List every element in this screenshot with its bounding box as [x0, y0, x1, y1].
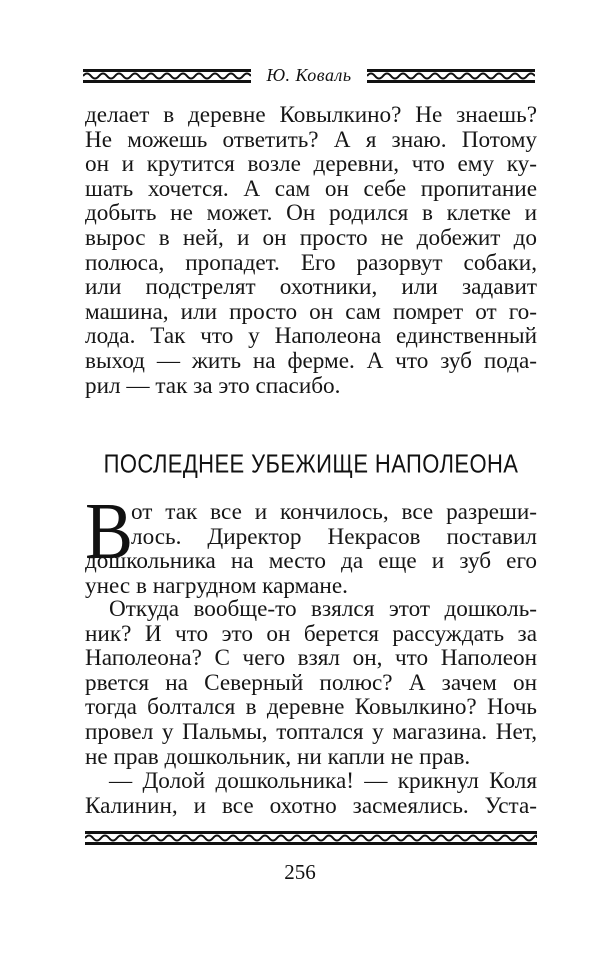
text-line: Откуда вообще-то взялся этот дошколь- [109, 597, 537, 622]
text-line: Не можешь ответить? А я знаю. Потому [85, 127, 537, 153]
text-line: добыть не может. Он родился в клетке и [85, 201, 537, 226]
chapter-paragraph-2 [85, 597, 537, 769]
text-line: выход — жить на ферме. А что зуб пода- [85, 348, 537, 374]
text-line: он и крутится возле деревни, что ему ку- [85, 152, 537, 177]
text-line: тогда болтался в деревне Ковылкино? Ночь [85, 695, 537, 720]
text-line: рил — так за это спасибо. [85, 373, 341, 399]
text-line: не прав дошкольник, ни капли не прав. [85, 744, 471, 770]
text-line: делает в деревне Ковылкино? Не знаешь? [85, 103, 537, 128]
text-line: лода. Так что у Наполеона единственный [85, 324, 537, 349]
header-ornament-left [83, 68, 251, 84]
text-line: полюса, пропадет. Его разорвут собаки, [85, 250, 537, 276]
footer-ornament [85, 830, 537, 846]
text-line: лось. Директор Некрасов поставил [131, 524, 537, 550]
text-line: Калинин, и все охотно засмеялись. Уста- [85, 793, 537, 819]
chapter-paragraph-3 [85, 769, 537, 818]
drop-cap: В [85, 488, 134, 576]
header-ornament-right [367, 68, 535, 84]
chapter-paragraph-1 [85, 488, 537, 599]
running-header [83, 64, 535, 88]
text-line: унес в нагрудном кармане. [85, 573, 348, 599]
text-line: ник? И что это он берется рассуждать за [85, 621, 537, 647]
text-line: или подстрелят охотники, или задавит [85, 275, 537, 300]
text-line: дошкольника на место да еще и зуб его [85, 549, 537, 574]
text-line: провел у Пальмы, топтался у магазина. Нет, [85, 719, 537, 745]
text-line: шать хочется. А сам он себе пропитание [85, 176, 537, 202]
running-title: Ю. Коваль [266, 65, 352, 85]
text-line: — Долой дошкольника! — крикнул Коля [109, 769, 537, 794]
text-line: вырос в ней, и он просто не добежит до [85, 225, 537, 251]
text-line: рвется на Северный полюс? А зачем он [85, 670, 537, 696]
chapter-title: ПОСЛЕДНЕЕ УБЕЖИЩЕ НАПОЛЕОНА [103, 448, 519, 479]
text-line: от так все и кончилось, все разреши- [131, 500, 537, 525]
page-number: 256 [284, 860, 316, 884]
text-line: машина, или просто он сам помрет от го- [85, 299, 537, 325]
paragraph-continued [85, 103, 537, 398]
text-line: Наполеона? С чего взял он, что Наполеон [85, 646, 537, 671]
